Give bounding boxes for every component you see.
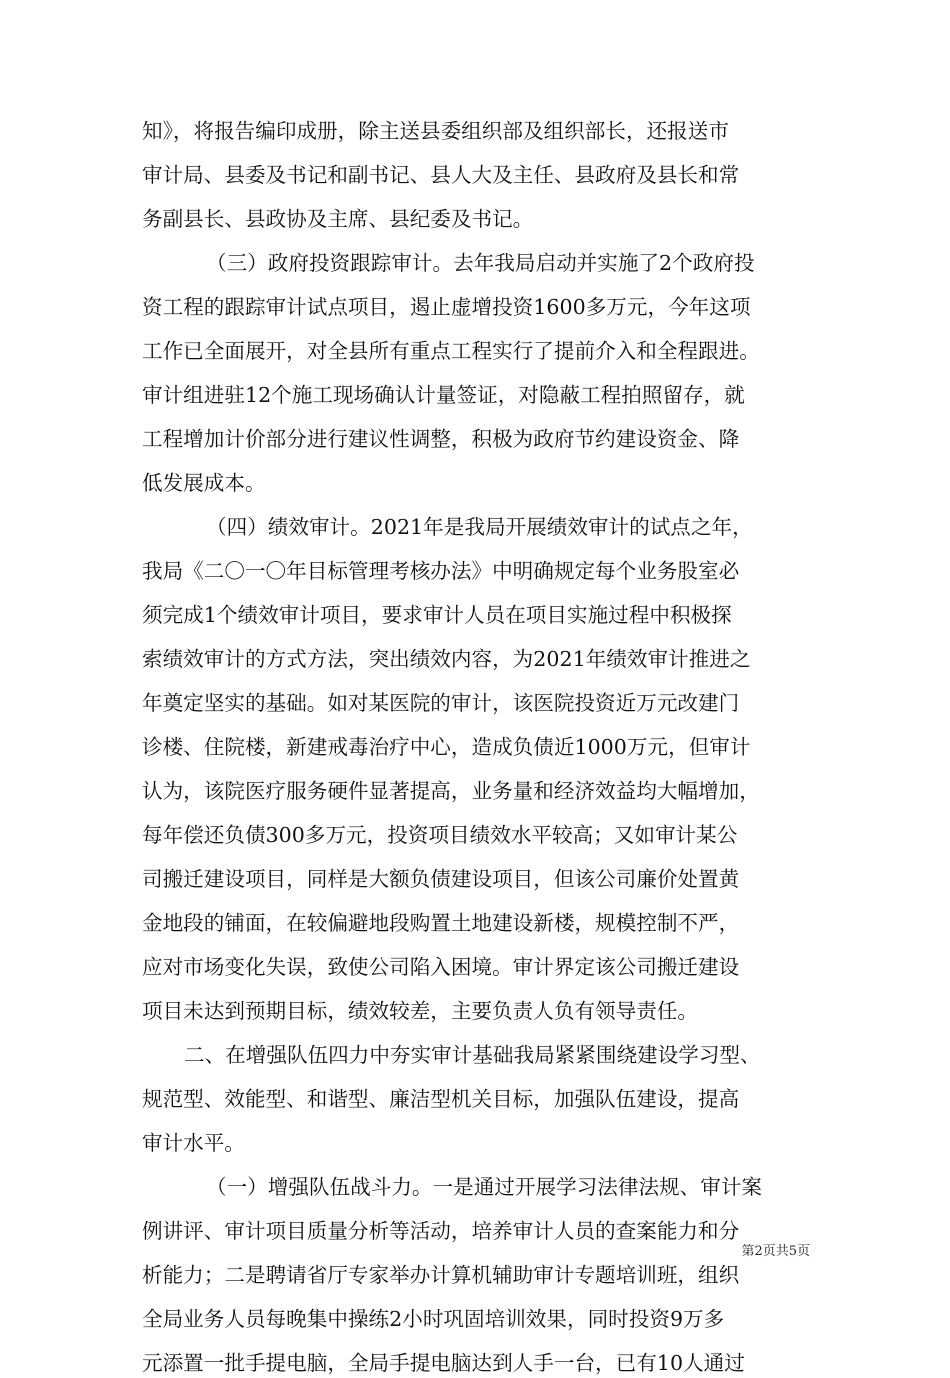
text-line: 规范型、效能型、和谐型、廉洁型机关目标，加强队伍建设，提高 [142,1087,740,1111]
text-line: 每年偿还负债300多万元，投资项目绩效水平较高；又如审计某公 [142,823,738,847]
text-line: 审计组进驻12个施工现场确认计量签证，对隐蔽工程拍照留存，就 [142,383,745,407]
text-line: 二、在增强队伍四力中夯实审计基础我局紧紧围绕建设学习型、 [184,1043,761,1067]
text-line: 知》，将报告编印成册，除主送县委组织部及组织部长，还报送市 [142,119,729,143]
text-line: （三）政府投资跟踪审计。去年我局启动并实施了2个政府投 [206,251,755,275]
text-line: 金地段的铺面，在较偏避地段购置土地建设新楼，规模控制不严， [142,911,740,935]
text-line: 工作已全面展开，对全县所有重点工程实行了提前介入和全程跟进。 [142,339,760,363]
text-line: 项目未达到预期目标，绩效较差，主要负责人负有领导责任。 [142,999,699,1023]
text-line: 低发展成本。 [142,471,266,495]
text-line: 工程增加计价部分进行建议性调整，积极为政府节约建设资金、降 [142,427,740,451]
text-line: 例讲评、审计项目质量分析等活动，培养审计人员的查案能力和分 [142,1219,740,1243]
text-line: 元添置一批手提电脑，全局手提电脑达到人手一台，已有10人通过 [142,1351,745,1375]
text-line: 认为，该院医疗服务硬件显著提高，业务量和经济效益均大幅增加， [142,779,760,803]
text-line: 须完成1个绩效审计项目，要求审计人员在项目实施过程中积极探 [142,603,732,627]
text-line: （四）绩效审计。2021年是我局开展绩效审计的试点之年， [206,515,753,539]
text-line: 审计水平。 [142,1131,245,1155]
text-line: （一）增强队伍战斗力。一是通过开展学习法律法规、审计案 [206,1175,763,1199]
text-line: 审计局、县委及书记和副书记、县人大及主任、县政府及县长和常 [142,163,740,187]
text-line: 全局业务人员每晚集中操练2小时巩固培训效果，同时投资9万多 [142,1307,725,1331]
text-line: 索绩效审计的方式方法，突出绩效内容，为2021年绩效审计推进之 [142,647,751,671]
text-line: 年奠定坚实的基础。如对某医院的审计，该医院投资近万元改建门 [142,691,740,715]
text-line: 析能力；二是聘请省厅专家举办计算机辅助审计专题培训班，组织 [142,1263,740,1287]
text-line: 务副县长、县政协及主席、县纪委及书记。 [142,207,534,231]
text-line: 应对市场变化失误，致使公司陷入困境。审计界定该公司搬迁建设 [142,955,740,979]
text-line: 司搬迁建设项目，同样是大额负债建设项目，但该公司廉价处置黄 [142,867,740,891]
text-line: 资工程的跟踪审计试点项目，遏止虚增投资1600多万元，今年这项 [142,295,751,319]
text-line: 诊楼、住院楼，新建戒毒治疗中心，造成负债近1000万元，但审计 [142,735,751,759]
page-number: 第2页共5页 [741,1244,810,1259]
text-line: 我局《二〇一〇年目标管理考核办法》中明确规定每个业务股室必 [142,559,740,583]
